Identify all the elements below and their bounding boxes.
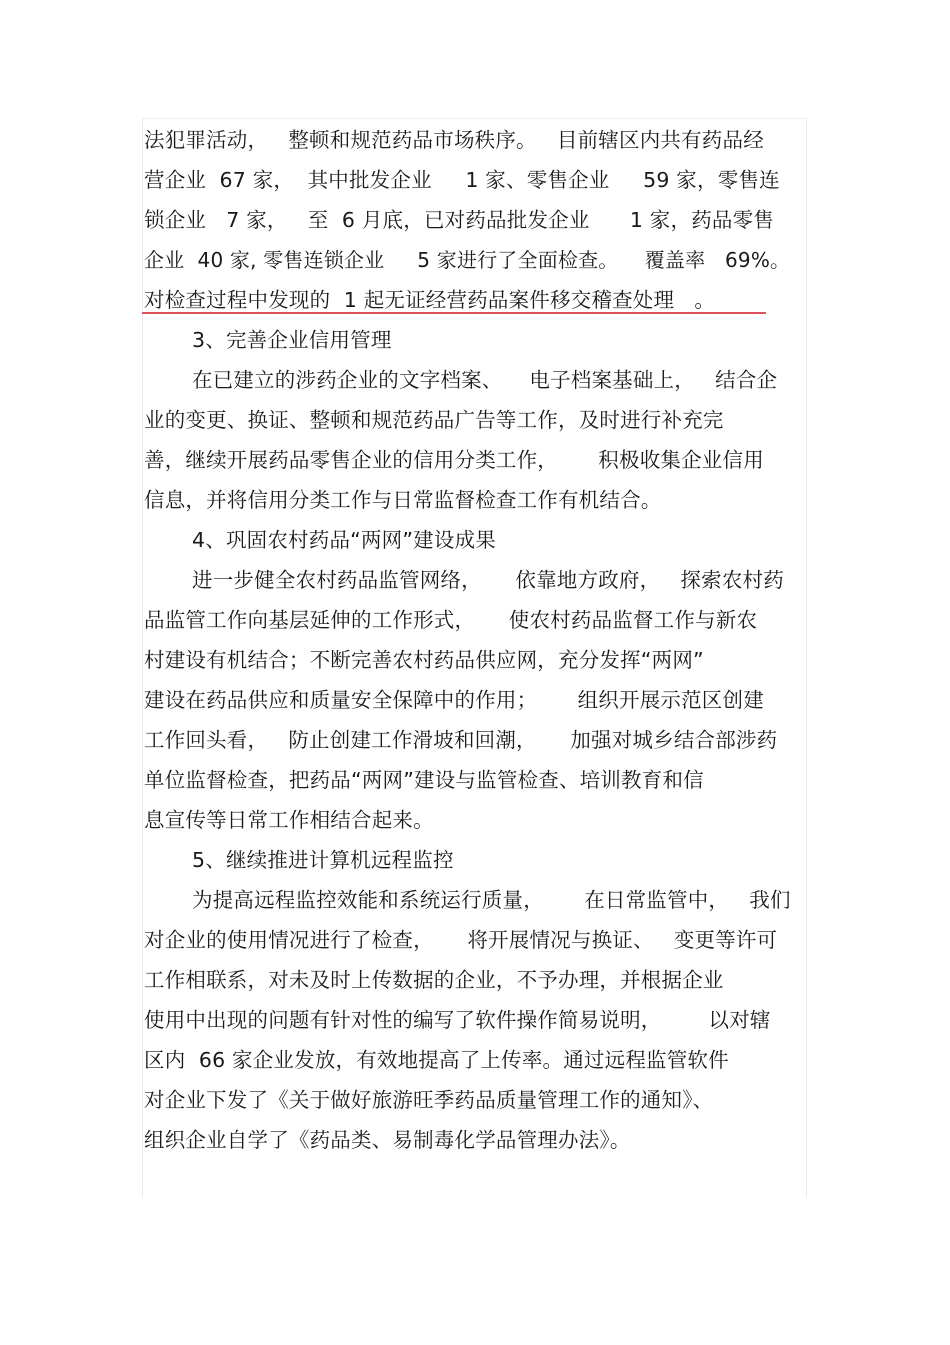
text-line-10: 信息，并将信用分类工作与日常监督检查工作有机结合。 (144, 488, 662, 512)
text-line-18: 息宣传等日常工作相结合起来。 (144, 808, 434, 832)
text-line-7: 在已建立的涉药企业的文字档案、 电子档案基础上， 结合企 (192, 368, 778, 392)
text-line-23: 使用中出现的问题有针对性的编写了软件操作简易说明， 以对辖 (144, 1008, 771, 1032)
text-line-14: 村建设有机结合；不断完善农村药品供应网，充分发挥“两网” (144, 648, 704, 672)
text-line-17: 单位监督检查，把药品“两网”建设与监管检查、培训教育和信 (144, 768, 704, 792)
section-heading-5: 5、继续推进计算机远程监控 (192, 848, 454, 872)
red-underline (142, 312, 766, 314)
text-line-8: 业的变更、换证、整顿和规范药品广告等工作，及时进行补充完 (144, 408, 724, 432)
text-line-24: 区内 66 家企业发放，有效地提高了上传率。通过远程监管软件 (144, 1048, 729, 1072)
text-line-25: 对企业下发了《关于做好旅游旺季药品质量管理工作的通知》、 (144, 1088, 714, 1112)
text-line-16: 工作回头看， 防止创建工作滑坡和回潮， 加强对城乡结合部涉药 (144, 728, 778, 752)
text-line-12: 进一步健全农村药品监管网络， 依靠地方政府， 探索农村药 (192, 568, 784, 592)
text-line-15: 建设在药品供应和质量安全保障中的作用； 组织开展示范区创建 (144, 688, 764, 712)
text-line-1: 法犯罪活动， 整顿和规范药品市场秩序。 目前辖区内共有药品经 (144, 128, 764, 152)
text-line-4: 企业 40 家, 零售连锁企业 5 家进行了全面检查。 覆盖率 69%。 (144, 248, 791, 272)
text-line-5: 对检查过程中发现的 1 起无证经营药品案件移交稽查处理 。 (144, 288, 716, 312)
text-line-20: 为提高远程监控效能和系统运行质量， 在日常监管中， 我们 (192, 888, 791, 912)
section-heading-3: 3、完善企业信用管理 (192, 328, 392, 352)
section-heading-4: 4、巩固农村药品“两网”建设成果 (192, 528, 496, 552)
text-line-9: 善，继续开展药品零售企业的信用分类工作， 积极收集企业信用 (144, 448, 764, 472)
text-line-26: 组织企业自学了《药品类、易制毒化学品管理办法》。 (144, 1128, 631, 1152)
text-line-13: 品监管工作向基层延伸的工作形式， 使农村药品监督工作与新农 (144, 608, 758, 632)
text-line-22: 工作相联系，对未及时上传数据的企业，不予办理，并根据企业 (144, 968, 724, 992)
text-line-21: 对企业的使用情况进行了检查， 将开展情况与换证、 变更等许可 (144, 928, 778, 952)
text-line-2: 营企业 67 家， 其中批发企业 1 家、零售企业 59 家，零售连 (144, 168, 780, 192)
text-line-3: 锁企业 7 家， 至 6 月底，已对药品批发企业 1 家，药品零售 (144, 208, 775, 232)
